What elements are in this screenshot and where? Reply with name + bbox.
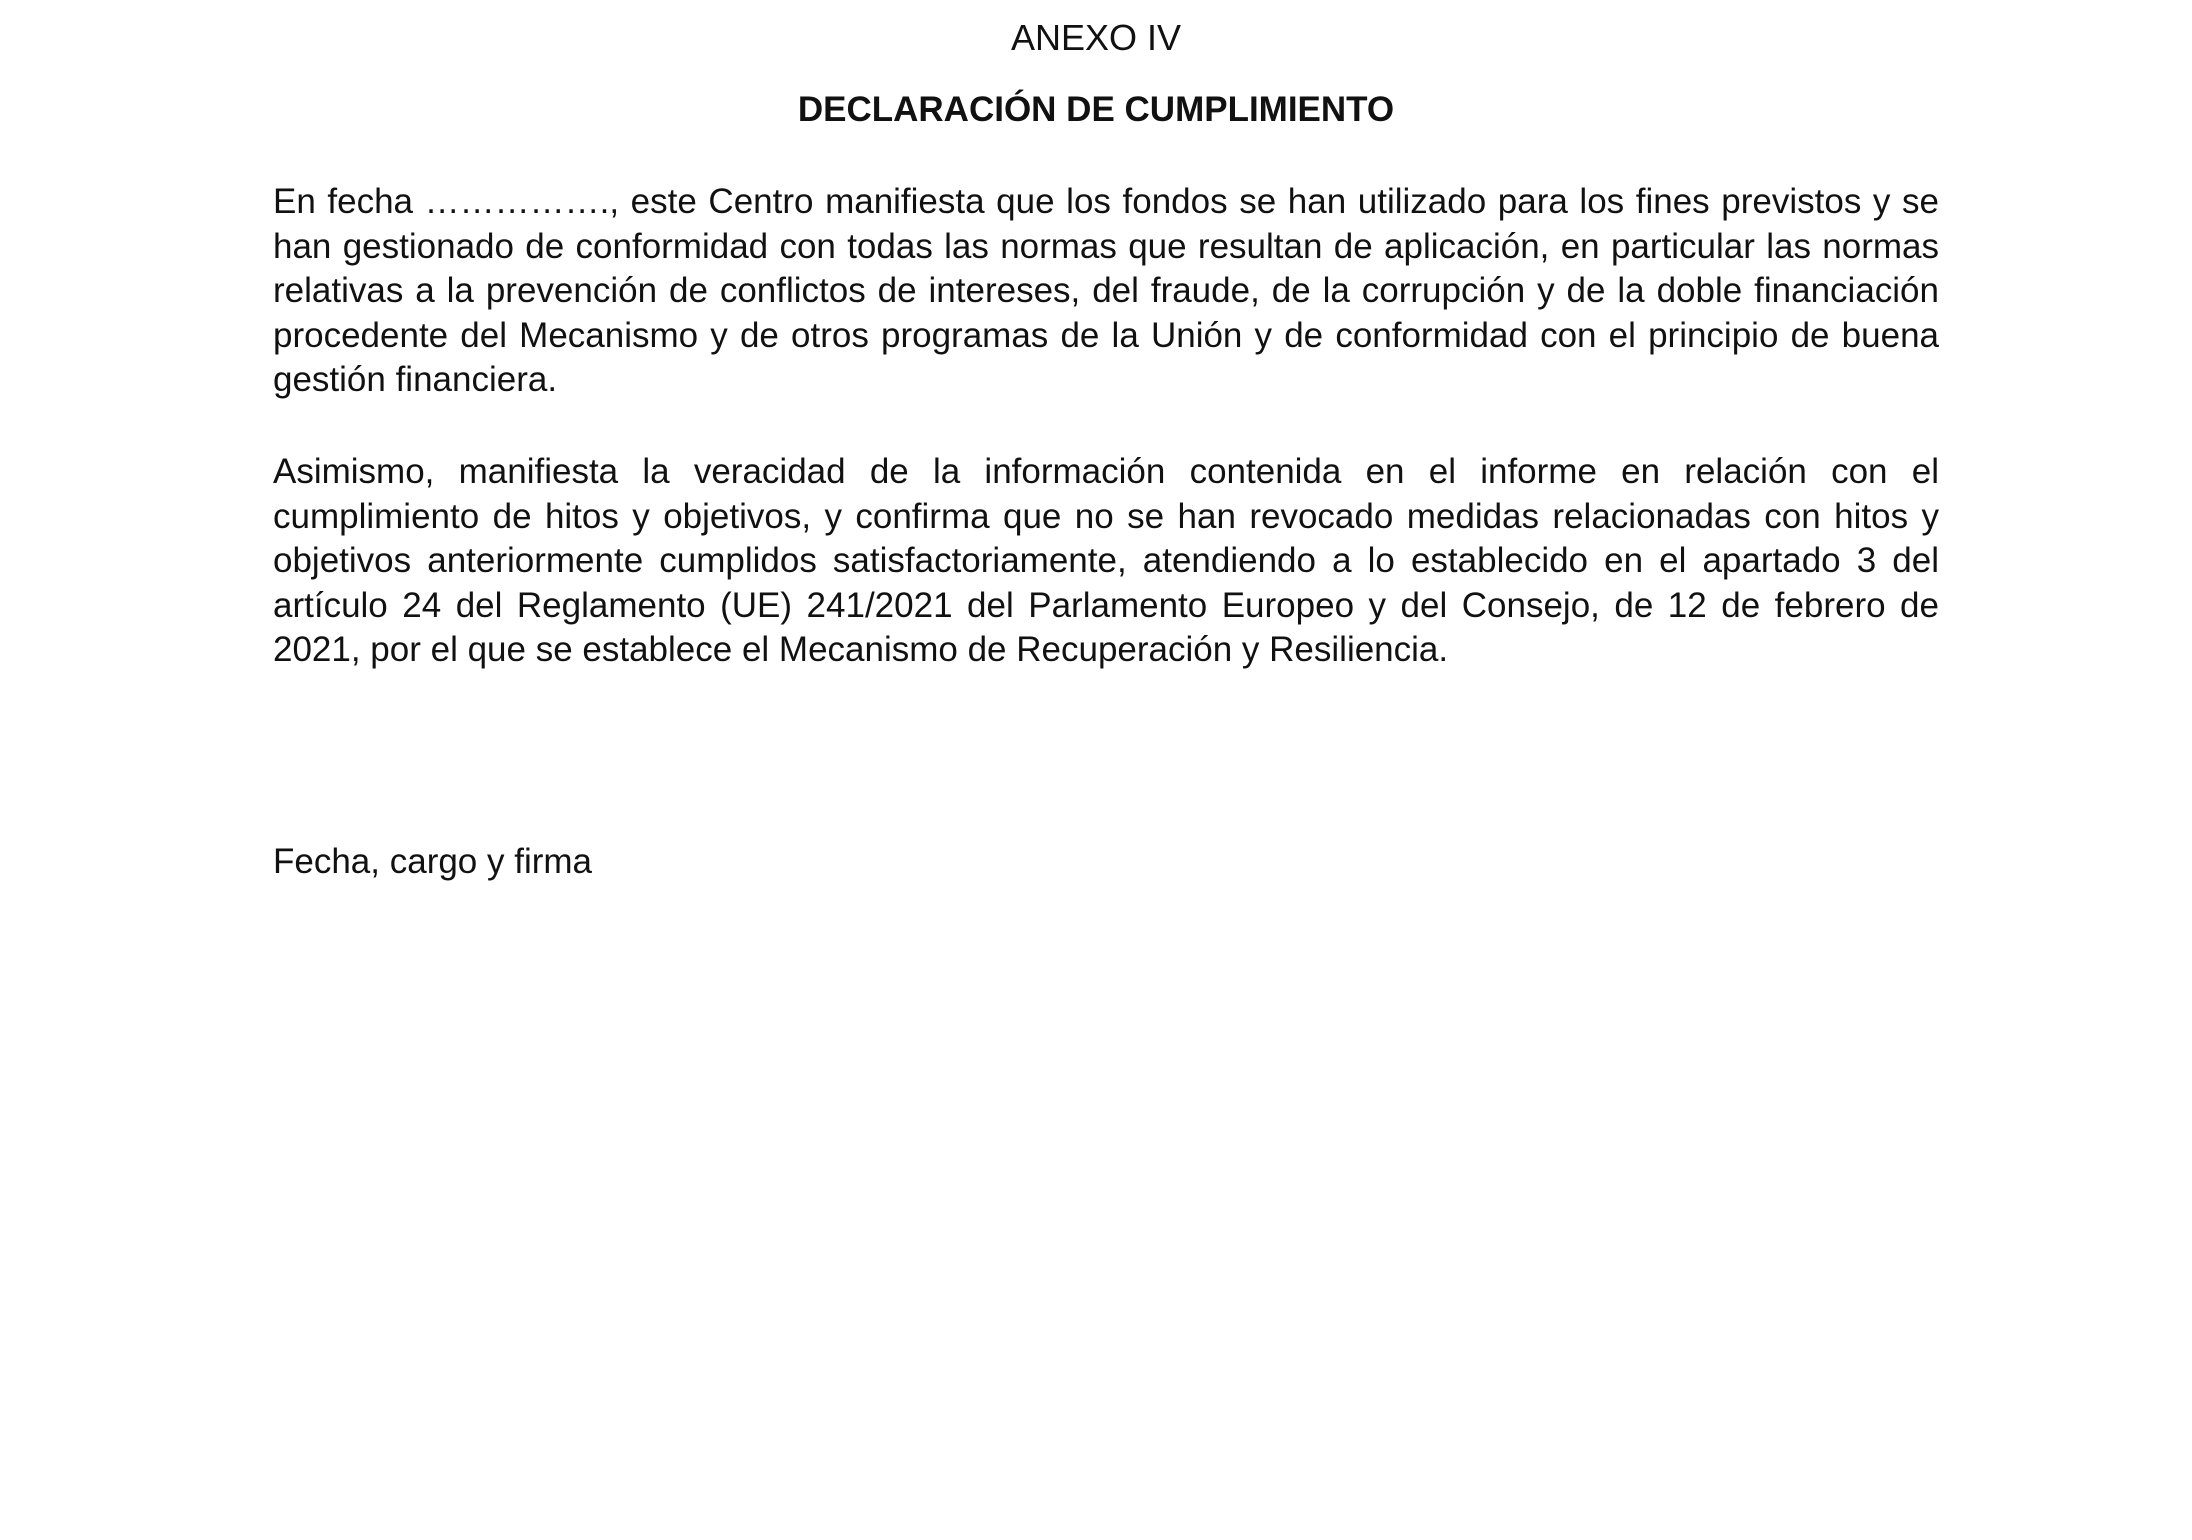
declaration-paragraph-1: En fecha ……………., este Centro manifiesta que los fondos se han utilizado para los fines previstos y se han gestionado de conformidad con todas las normas que resultan de aplicación, en particular las normas relativas a la prevención de conflictos de intereses, del fraude, de la corrupción y de la doble financiación procedente del Mecanismo y de otros programas de la Unión y de conformidad con el principio de buena gestión financiera. [273,182,1939,399]
document-title: DECLARACIÓN DE CUMPLIMIENTO [797,90,1395,129]
signature-line: Fecha, cargo y firma [273,842,592,881]
declaration-paragraph-2: Asimismo, manifiesta la veracidad de la información contenida en el informe en relación con el cumplimiento de hitos y objetivos, y confirma que no se han revocado medidas relacionadas con hitos y objetivos anteriormente cumplidos satisfactoriamente, atendiendo a lo establecido en el apartado 3 del artículo 24 del Reglamento (UE) 241/2021 del Parlamento Europeo y del Consejo, de 12 de febrero de 2021, por el que se establece el Mecanismo de Recuperación y Resiliencia. [273,452,1939,669]
annex-label: ANEXO IV [1010,17,1182,58]
